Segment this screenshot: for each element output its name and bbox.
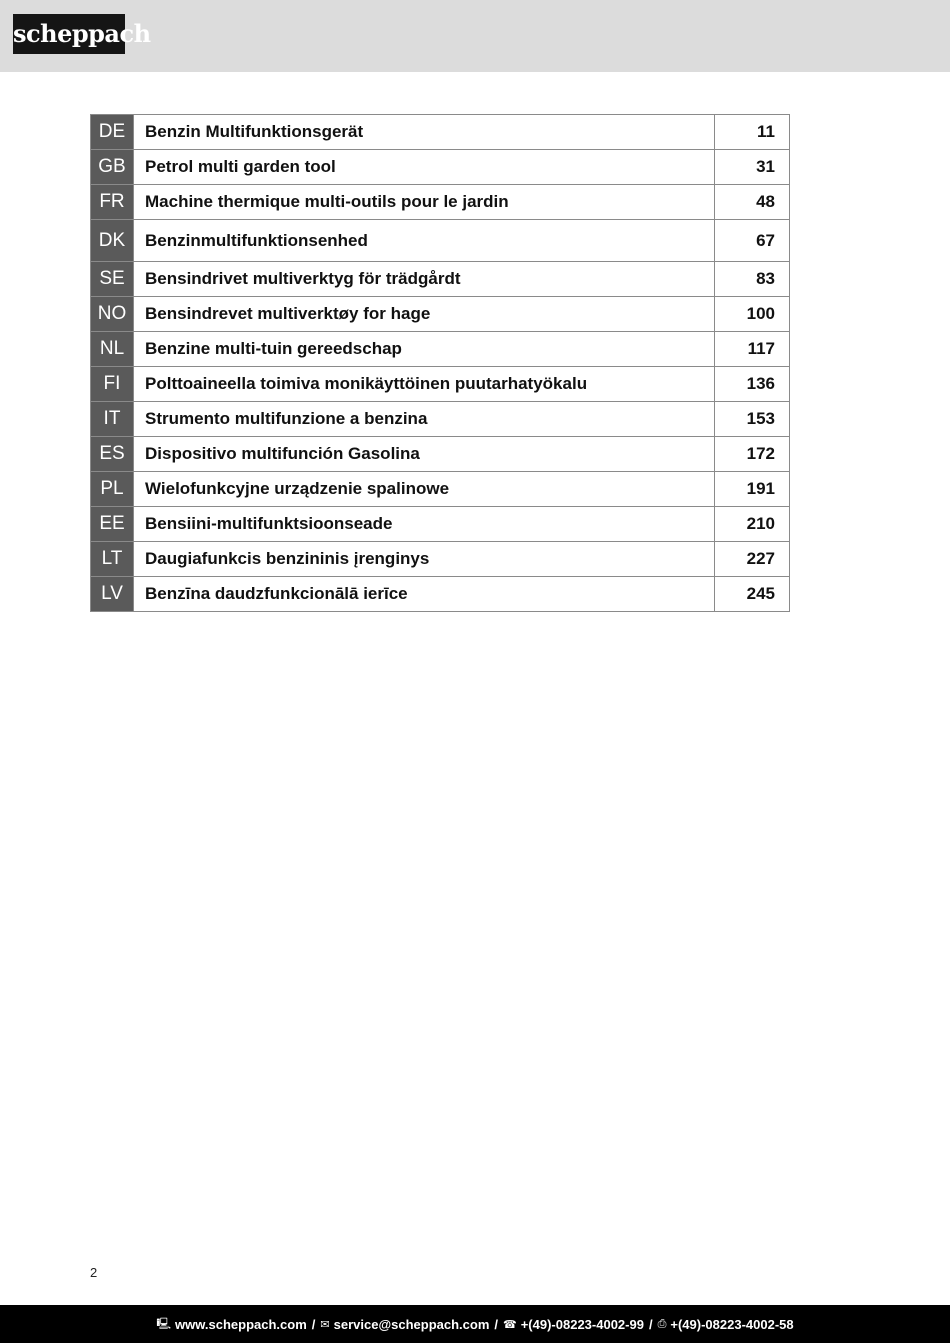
language-code: DK <box>91 220 134 262</box>
language-code: EE <box>91 507 134 542</box>
language-code: DE <box>91 115 134 150</box>
toc-row-it[interactable] <box>91 402 790 437</box>
toc-row-fi[interactable] <box>91 367 790 402</box>
language-code: IT <box>91 402 134 437</box>
language-code: ES <box>91 437 134 472</box>
page-reference[interactable]: 227 <box>715 542 790 577</box>
language-code: NL <box>91 332 134 367</box>
page-reference[interactable]: 67 <box>715 220 790 262</box>
page-reference[interactable]: 245 <box>715 577 790 612</box>
page-number: 2 <box>90 1265 98 1280</box>
footer-fax: +(49)-08223-4002-58 <box>670 1316 794 1332</box>
page-reference[interactable]: 11 <box>715 115 790 150</box>
page-reference[interactable]: 117 <box>715 332 790 367</box>
footer-separator: / <box>648 1316 653 1332</box>
manual-title[interactable]: Benzinmultifunktionsenhed <box>134 220 715 262</box>
manual-title[interactable]: Petrol multi garden tool <box>134 150 715 185</box>
toc-row-se[interactable] <box>91 262 790 297</box>
manual-title[interactable]: Machine thermique multi-outils pour le jardin <box>134 185 715 220</box>
language-code: GB <box>91 150 134 185</box>
fax-icon: ⎙︎ <box>657 1317 667 1330</box>
manual-title[interactable]: Benzine multi-tuin gereedschap <box>134 332 715 367</box>
page-reference[interactable]: 210 <box>715 507 790 542</box>
manual-title[interactable]: Bensindrevet multiverktøy for hage <box>134 297 715 332</box>
footer-website-link[interactable]: www.scheppach.com <box>175 1316 307 1332</box>
page-reference[interactable]: 83 <box>715 262 790 297</box>
toc-row-fr[interactable] <box>91 185 790 220</box>
footer-phone[interactable]: +(49)-08223-4002-99 <box>520 1316 644 1332</box>
manual-title[interactable]: Strumento multifunzione a benzina <box>134 402 715 437</box>
toc-row-lt[interactable] <box>91 542 790 577</box>
scheppach-logo[interactable]: scheppach <box>13 14 125 54</box>
toc-row-ee[interactable] <box>91 507 790 542</box>
language-code: FR <box>91 185 134 220</box>
page-reference[interactable]: 191 <box>715 472 790 507</box>
footer-email-link[interactable]: service@scheppach.com <box>333 1316 490 1332</box>
manual-title[interactable]: Benzin Multifunktionsgerät <box>134 115 715 150</box>
language-code: NO <box>91 297 134 332</box>
toc-row-lv[interactable] <box>91 577 790 612</box>
manual-title[interactable]: Bensiini-multifunktsioonseade <box>134 507 715 542</box>
language-code: PL <box>91 472 134 507</box>
header-band <box>0 0 950 72</box>
manual-title[interactable]: Benzīna daudzfunkcionālā ierīce <box>134 577 715 612</box>
language-code: FI <box>91 367 134 402</box>
manual-title[interactable]: Polttoaineella toimiva monikäyttöinen puutarhatyökalu <box>134 367 715 402</box>
envelope-icon: ✉︎ <box>320 1317 330 1331</box>
manual-title[interactable]: Bensindrivet multiverktyg för trädgårdt <box>134 262 715 297</box>
table-of-contents <box>90 114 790 612</box>
toc-row-es[interactable] <box>91 437 790 472</box>
language-code: LT <box>91 542 134 577</box>
page-reference[interactable]: 31 <box>715 150 790 185</box>
toc-row-de[interactable] <box>91 115 790 150</box>
toc-row-nl[interactable] <box>91 332 790 367</box>
computer-icon: 🖳︎ <box>156 1316 172 1330</box>
page-reference[interactable]: 153 <box>715 402 790 437</box>
manual-title[interactable]: Wielofunkcyjne urządzenie spalinowe <box>134 472 715 507</box>
toc-row-no[interactable] <box>91 297 790 332</box>
footer-separator: / <box>311 1316 316 1332</box>
manual-title[interactable]: Dispositivo multifunción Gasolina <box>134 437 715 472</box>
footer-bar <box>0 1305 950 1343</box>
language-code: LV <box>91 577 134 612</box>
language-code: SE <box>91 262 134 297</box>
page-reference[interactable]: 172 <box>715 437 790 472</box>
toc-row-gb[interactable] <box>91 150 790 185</box>
toc-row-pl[interactable] <box>91 472 790 507</box>
manual-title[interactable]: Daugiafunkcis benzininis įrenginys <box>134 542 715 577</box>
page-reference[interactable]: 100 <box>715 297 790 332</box>
footer-separator: / <box>494 1316 499 1332</box>
page-reference[interactable]: 136 <box>715 367 790 402</box>
page-reference[interactable]: 48 <box>715 185 790 220</box>
toc-row-dk[interactable] <box>91 220 790 262</box>
telephone-icon: ☎︎ <box>503 1317 517 1331</box>
